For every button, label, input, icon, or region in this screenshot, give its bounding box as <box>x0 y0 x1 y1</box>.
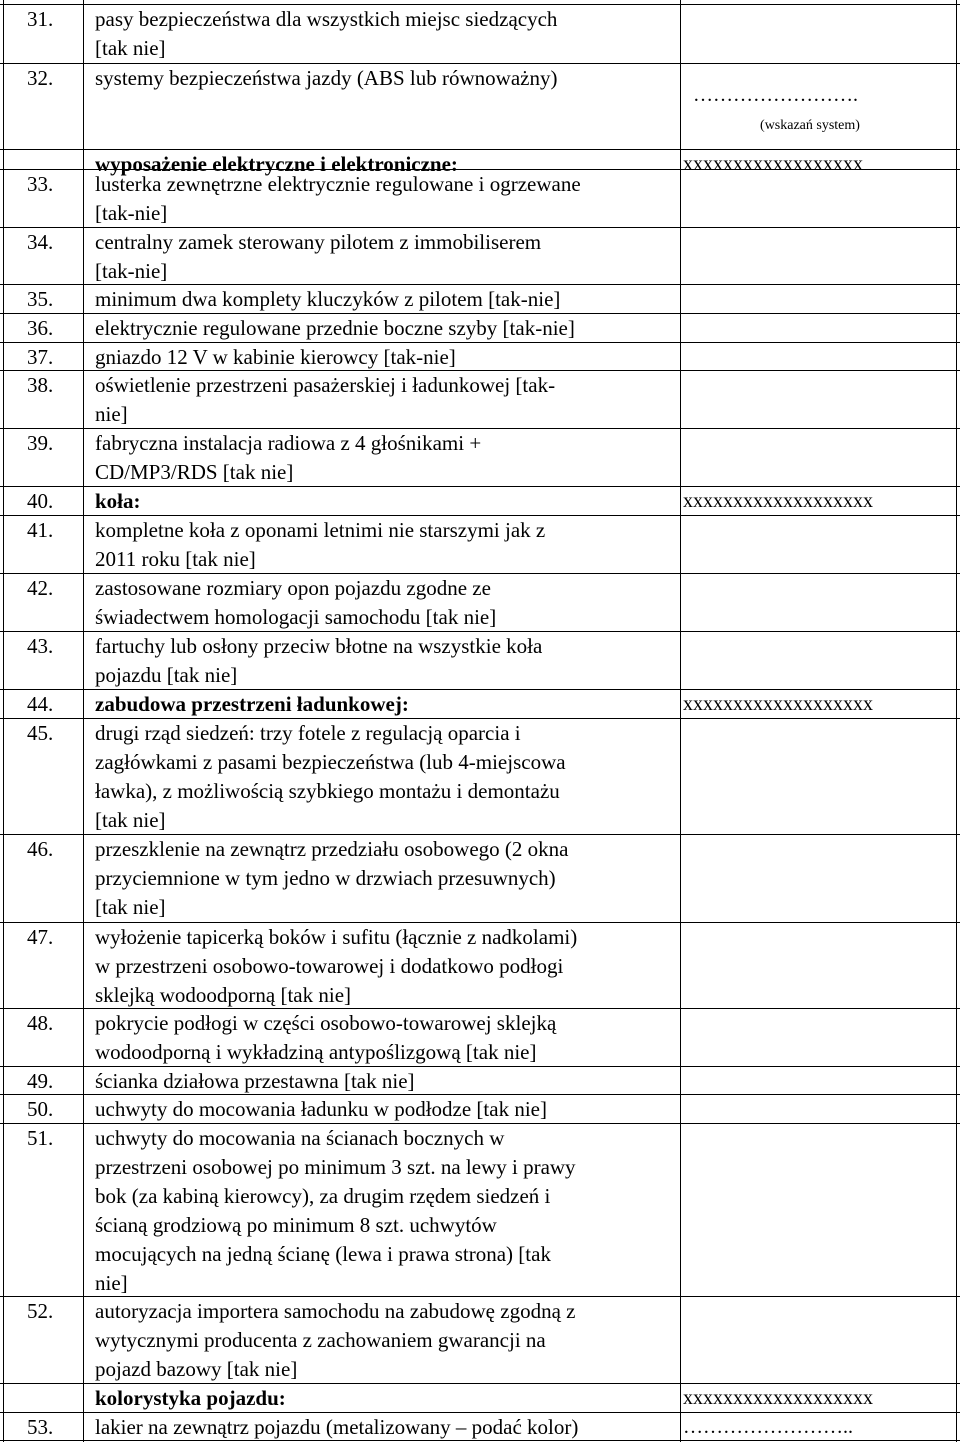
item-description: systemy bezpieczeństwa jazdy (ABS lub równoważny) <box>95 66 558 90</box>
item-number: 39. <box>27 431 54 455</box>
section-heading: koła: <box>95 489 141 513</box>
item-number: 37. <box>27 345 54 369</box>
section-heading: zabudowa przestrzeni ładunkowej: <box>95 692 409 716</box>
item-number: 43. <box>27 634 54 658</box>
item-description: przeszklenie na zewnątrz przedziału osobowego (2 okna przyciemnione w tym jedno w drzwiach przesuwnych) [tak nie] <box>95 837 569 919</box>
item-description: ścianka działowa przestawna [tak nie] <box>95 1069 415 1093</box>
item-description: fartuchy lub osłony przeciw błotne na wszystkie koła pojazdu [tak nie] <box>95 634 543 687</box>
item-description: kompletne koła z oponami letnimi nie starszymi jak z 2011 roku [tak nie] <box>95 518 546 571</box>
filler-x: xxxxxxxxxxxxxxxxxxx <box>683 490 873 512</box>
column-divider <box>956 0 957 1442</box>
column-divider <box>3 0 4 1442</box>
section-heading: wyposażenie elektryczne i elektroniczne: <box>95 152 458 176</box>
item-description: oświetlenie przestrzeni pasażerskiej i ładunkowej [tak- nie] <box>95 373 556 426</box>
item-description: drugi rząd siedzeń: trzy fotele z regulacją oparcia i zagłówkami z pasami bezpieczeństwa (lub 4-miejscowa ławka), z możliwością szybkiego montażu i demontażu [tak nie] <box>95 721 566 832</box>
item-description: elektrycznie regulowane przednie boczne szyby [tak-nie] <box>95 316 575 340</box>
item-number: 40. <box>27 489 54 513</box>
item-number: 51. <box>27 1126 54 1150</box>
item-number: 44. <box>27 692 54 716</box>
item-description: fabryczna instalacja radiowa z 4 głośnikami + CD/MP3/RDS [tak nie] <box>95 431 482 484</box>
item-number: 48. <box>27 1011 54 1035</box>
item-number: 38. <box>27 373 54 397</box>
item-description: zastosowane rozmiary opon pojazdu zgodne ze świadectwem homologacji samochodu [tak nie] <box>95 576 497 629</box>
item-number: 50. <box>27 1097 54 1121</box>
item-number: 41. <box>27 518 54 542</box>
item-description: lusterka zewnętrzne elektrycznie regulowane i ogrzewane [tak-nie] <box>95 172 581 225</box>
item-number: 42. <box>27 576 54 600</box>
section-heading: kolorystyka pojazdu: <box>95 1386 286 1410</box>
item-number: 31. <box>27 7 54 31</box>
item-description: wyłożenie tapicerką boków i sufitu (łącznie z nadkolami) w przestrzeni osobowo-towarowej i dodatkowo podłogi sklejką wodoodporną [tak nie] <box>95 925 578 1007</box>
answer-hint: (wskazań system) <box>760 118 860 133</box>
item-number: 52. <box>27 1299 54 1323</box>
item-number: 33. <box>27 172 54 196</box>
item-number: 36. <box>27 316 54 340</box>
item-description: pasy bezpieczeństwa dla wszystkich miejsc siedzących [tak nie] <box>95 7 558 60</box>
item-description: uchwyty do mocowania na ścianach bocznych w przestrzeni osobowej po minimum 3 szt. na lewy i prawy bok (za kabiną kierowcy), za drugim rzędem siedzeń i ścianą grodziową po minimum 8 szt. uchwytów mocujących na jedną ścianę (lewa i prawa strona) [tak nie] <box>95 1126 576 1295</box>
item-number: 45. <box>27 721 54 745</box>
item-number: 34. <box>27 230 54 254</box>
item-number: 32. <box>27 66 54 90</box>
item-description: lakier na zewnątrz pojazdu (metalizowany – podać kolor) <box>95 1415 579 1439</box>
column-divider <box>680 0 681 1442</box>
item-number: 47. <box>27 925 54 949</box>
item-number: 35. <box>27 287 54 311</box>
column-divider <box>83 0 84 1442</box>
item-description: uchwyty do mocowania ładunku w podłodze [tak nie] <box>95 1097 547 1121</box>
filler-x: xxxxxxxxxxxxxxxxxx <box>683 153 863 175</box>
item-description: pokrycie podłogi w części osobowo-towarowej sklejką wodoodporną i wykładziną antypoślizgową [tak nie] <box>95 1011 557 1064</box>
filler-x: xxxxxxxxxxxxxxxxxxx <box>683 1387 873 1409</box>
answer-dots: …………………….. <box>683 1416 853 1438</box>
item-description: centralny zamek sterowany pilotem z immobiliserem [tak-nie] <box>95 230 542 283</box>
item-description: gniazdo 12 V w kabinie kierowcy [tak-nie] <box>95 345 456 369</box>
answer-dots: ……………………. <box>693 84 858 106</box>
item-description: autoryzacja importera samochodu na zabudowę zgodną z wytycznymi producenta z zachowaniem gwarancji na pojazd bazowy [tak nie] <box>95 1299 576 1381</box>
filler-x: xxxxxxxxxxxxxxxxxxx <box>683 693 873 715</box>
item-number: 49. <box>27 1069 54 1093</box>
item-description: minimum dwa komplety kluczyków z pilotem [tak-nie] <box>95 287 561 311</box>
item-number: 53. <box>27 1415 54 1439</box>
item-number: 46. <box>27 837 54 861</box>
